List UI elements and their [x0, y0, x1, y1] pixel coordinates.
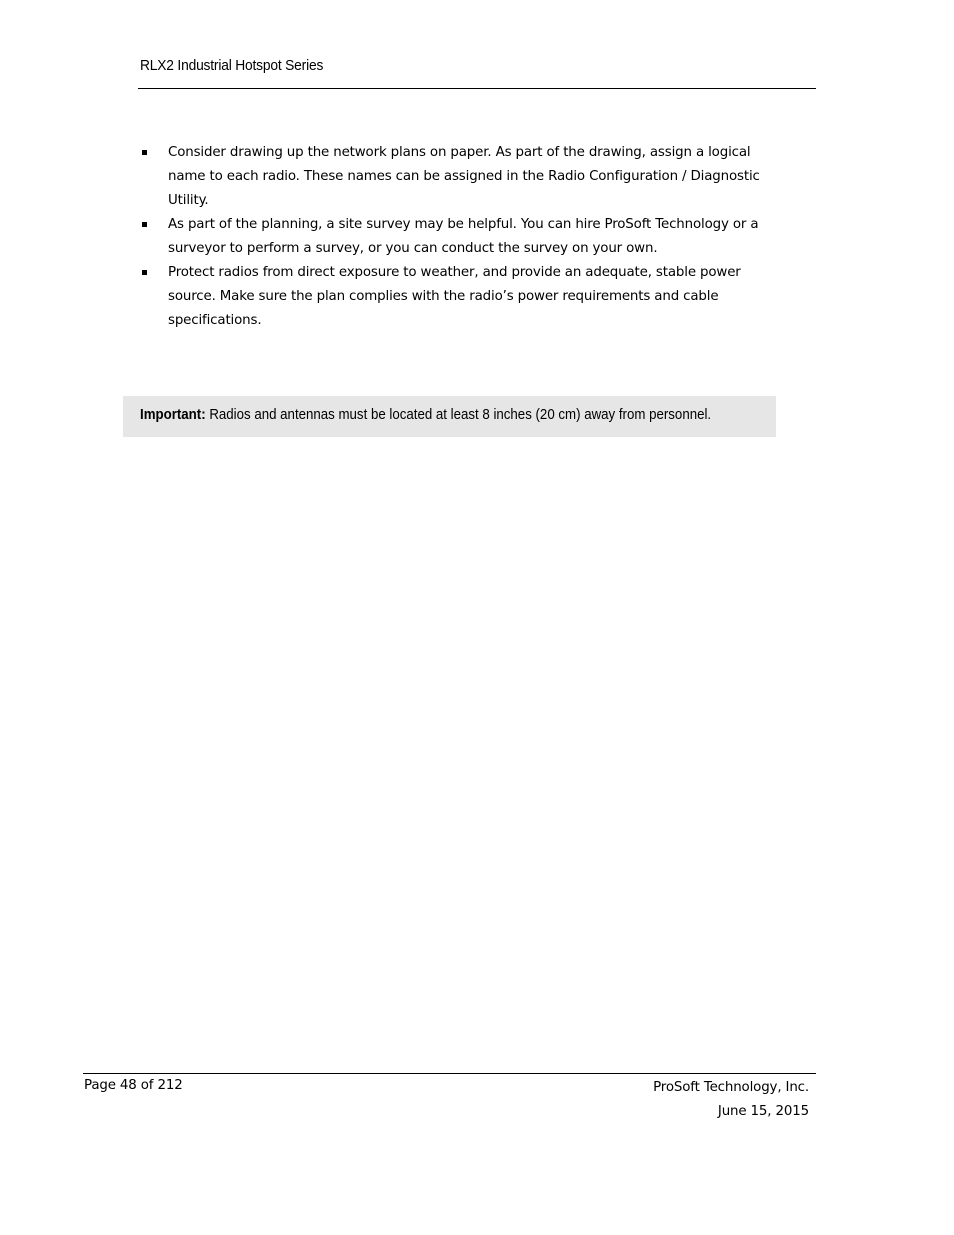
company-name: ProSoft Technology, Inc. — [653, 1080, 809, 1095]
list-item-text: Protect radios from direct exposure to weather, and provide an adequate, stable power source. Make sure the plan complies with the radio’s power requirements and cable specifications. — [168, 265, 741, 328]
list-item — [140, 213, 760, 261]
footer-meta — [653, 1076, 809, 1124]
note-content — [140, 406, 711, 423]
header-divider — [138, 88, 816, 89]
document-title: RLX2 Industrial Hotspot Series — [140, 57, 324, 74]
list-item — [140, 261, 760, 333]
planning-bullet-list — [140, 141, 760, 333]
footer-divider — [83, 1073, 816, 1074]
page-number: Page 48 of 212 — [84, 1078, 183, 1093]
important-note — [123, 396, 776, 437]
list-item-text: As part of the planning, a site survey may be helpful. You can hire ProSoft Technology or a surveyor to perform a survey, or you can conduct the survey on your own. — [168, 217, 759, 256]
square-bullet-icon — [142, 270, 147, 275]
publication-date: June 15, 2015 — [717, 1104, 809, 1119]
square-bullet-icon — [142, 222, 147, 227]
square-bullet-icon — [142, 150, 147, 155]
note-text: Radios and antennas must be located at least 8 inches (20 cm) away from personnel. — [205, 406, 712, 423]
list-item — [140, 141, 760, 213]
list-item-text: Consider drawing up the network plans on paper. As part of the drawing, assign a logical name to each radio. These names can be assigned in the Radio Configuration / Diagnostic Utility. — [168, 145, 760, 208]
note-label: Important: — [140, 406, 206, 423]
